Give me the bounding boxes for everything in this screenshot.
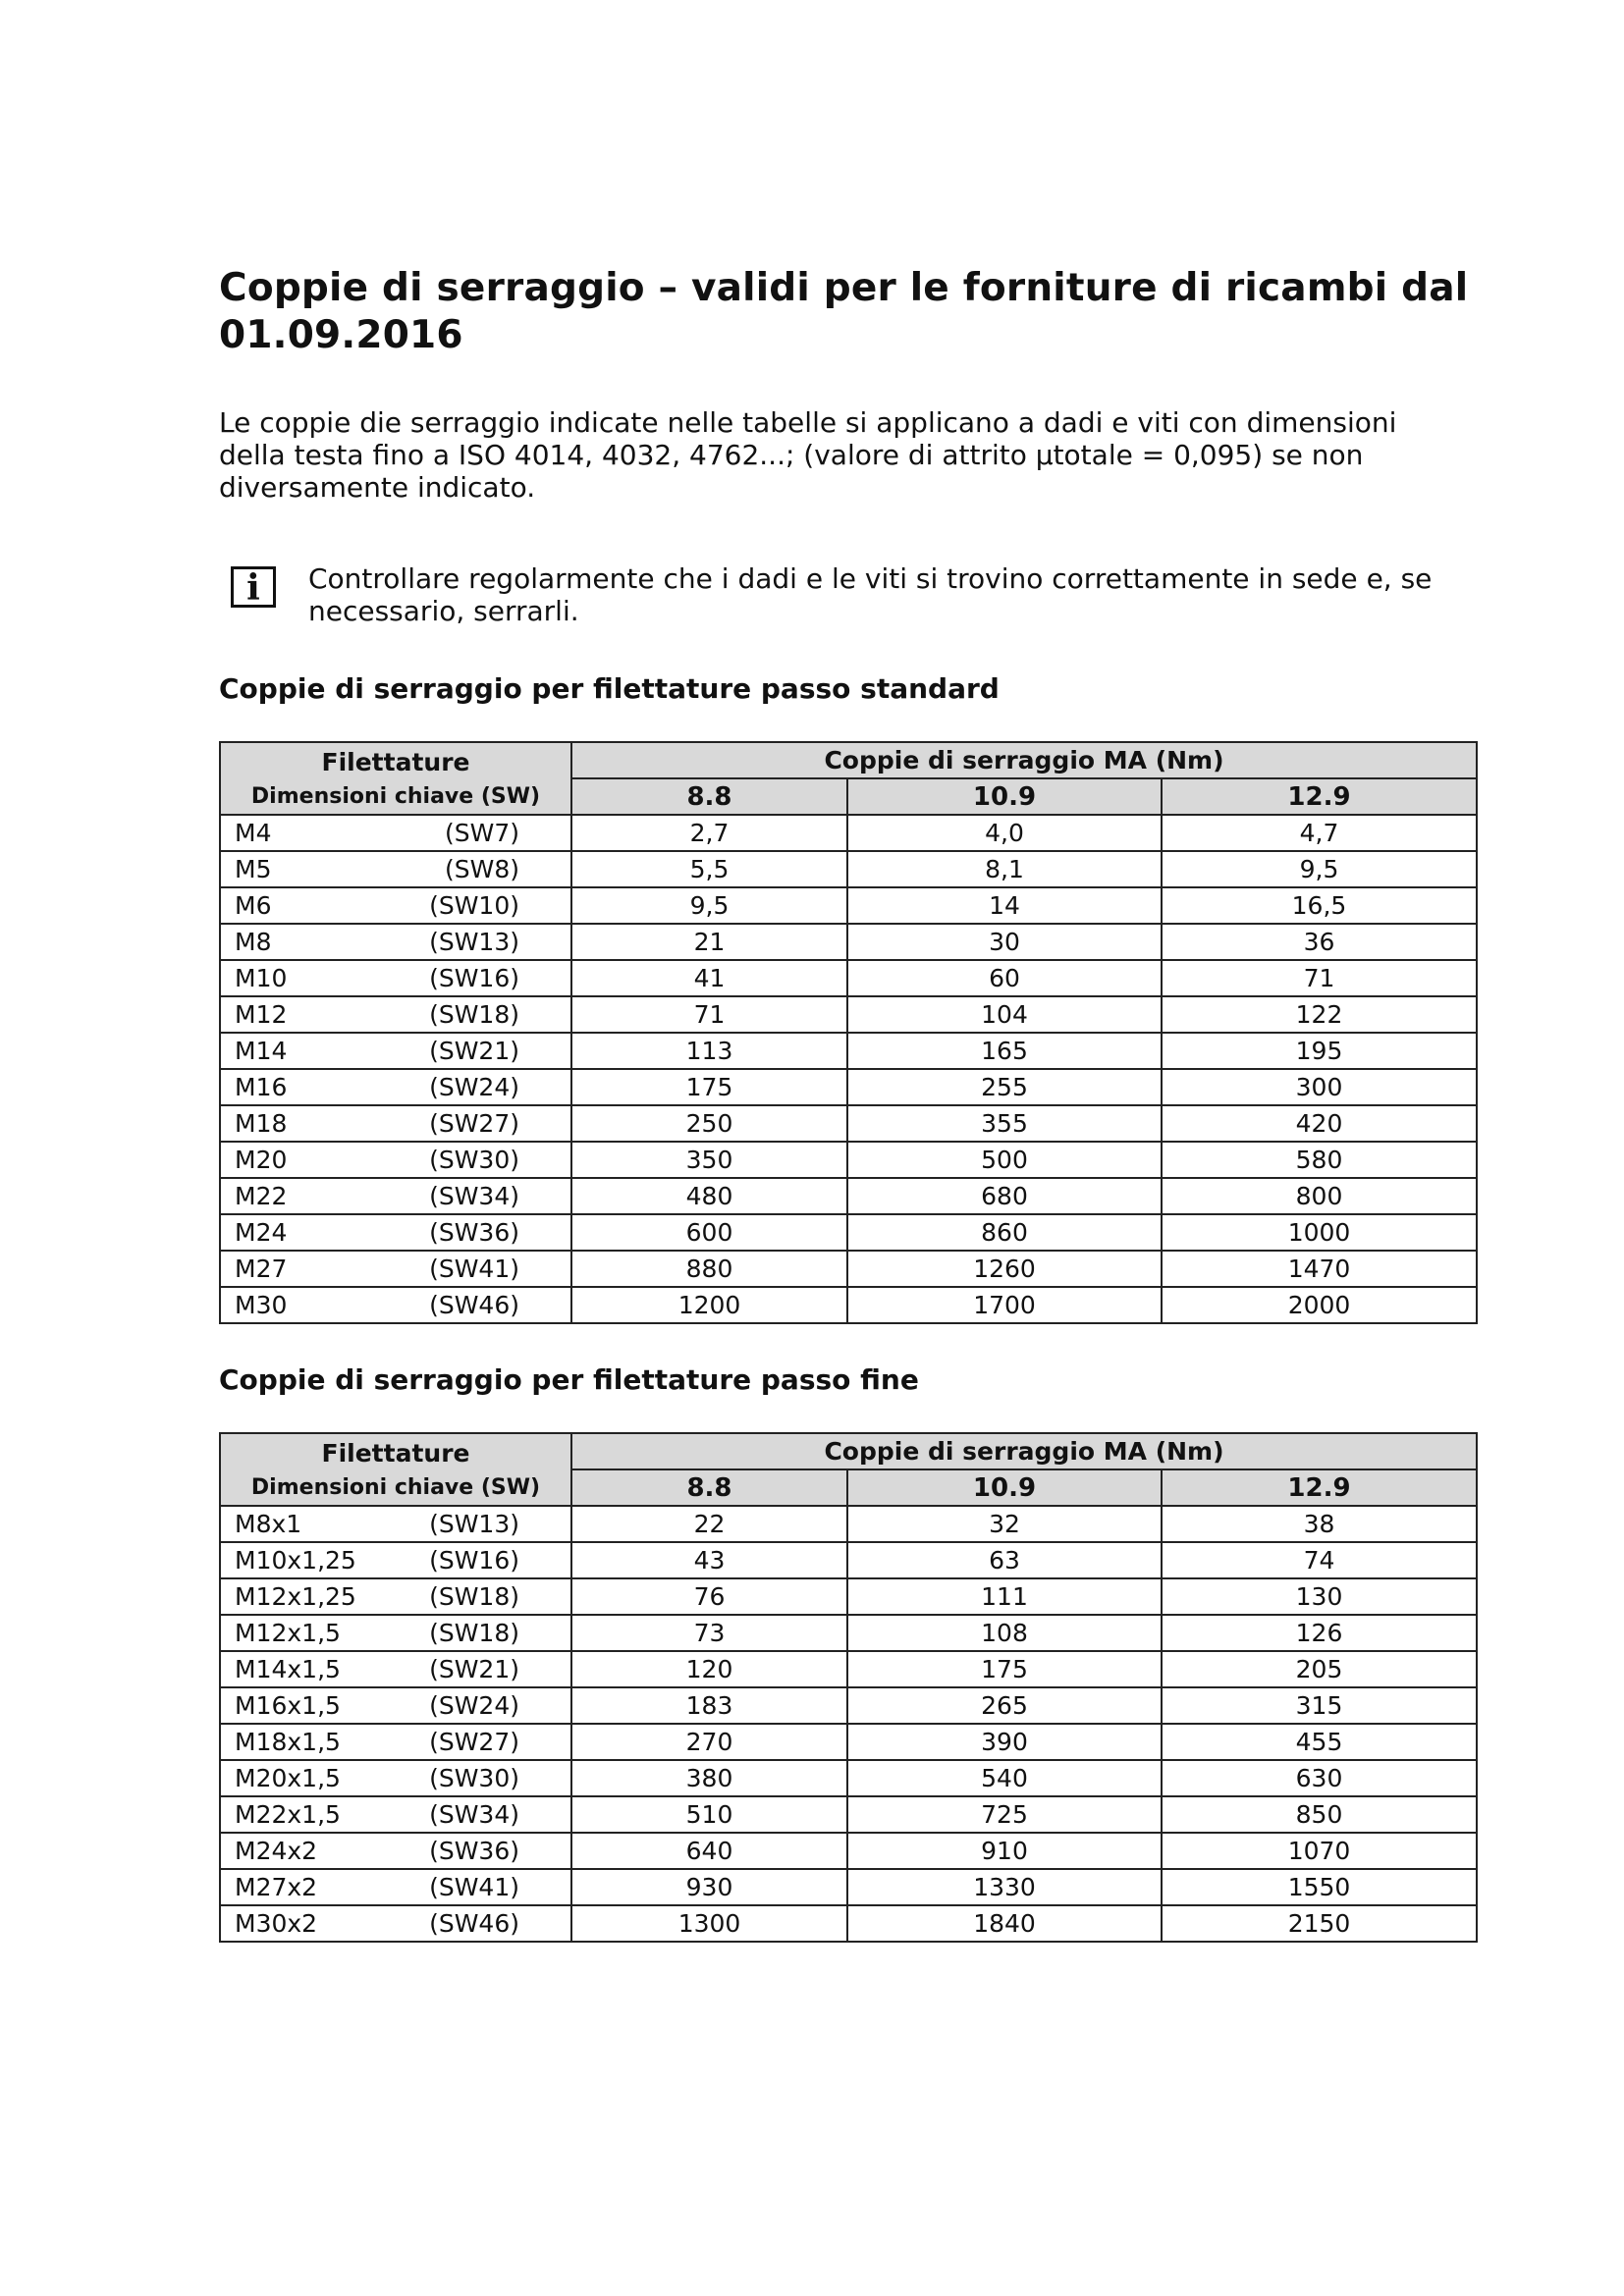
table-row [220, 924, 1477, 960]
thread-cell [220, 1251, 571, 1287]
table-row [220, 1142, 1477, 1178]
torque-value-cell: 4,7 [1162, 815, 1477, 851]
torque-value-cell: 1700 [847, 1287, 1162, 1323]
key-size: (SW21) [429, 1655, 519, 1683]
thread-size: M14 [235, 1037, 288, 1065]
thread-size: M10 [235, 964, 288, 992]
thread-size: M20x1,5 [235, 1764, 341, 1792]
table-body [220, 1506, 1477, 1942]
table-standard-heading: Coppie di serraggio per filettature passo standard [219, 672, 1000, 705]
torque-value-cell: 390 [847, 1724, 1162, 1760]
thread-size: M18x1,5 [235, 1728, 341, 1756]
key-size: (SW10) [429, 891, 519, 920]
col-header-torque-group: Coppie di serraggio MA (Nm) [571, 742, 1477, 778]
key-size: (SW30) [429, 1146, 519, 1174]
table-body [220, 815, 1477, 1323]
torque-value-cell: 930 [571, 1869, 847, 1905]
table-row [220, 1615, 1477, 1651]
thread-size: M27 [235, 1255, 288, 1283]
table-row [220, 1214, 1477, 1251]
torque-value-cell: 510 [571, 1796, 847, 1833]
torque-value-cell: 41 [571, 960, 847, 996]
torque-value-cell: 500 [847, 1142, 1162, 1178]
torque-value-cell: 255 [847, 1069, 1162, 1105]
intro-paragraph: Le coppie die serraggio indicate nelle tabelle si applicano a dadi e viti con dimensioni della testa fino a ISO 4014, 4032, 4762...; (valore di attrito µtotale = 0,095) se non diversamente indicato. [219, 406, 1397, 504]
torque-value-cell: 76 [571, 1578, 847, 1615]
torque-value-cell: 455 [1162, 1724, 1477, 1760]
thread-cell [220, 1142, 571, 1178]
thread-cell [220, 1760, 571, 1796]
table-row [220, 1033, 1477, 1069]
torque-value-cell: 9,5 [1162, 851, 1477, 887]
info-text: Controllare regolarmente che i dadi e le viti si trovino correttamente in sede e, se necessario, serrarli. [308, 562, 1433, 627]
table-row [220, 1178, 1477, 1214]
key-size: (SW41) [429, 1873, 519, 1901]
thread-size: M30x2 [235, 1909, 318, 1938]
torque-value-cell: 800 [1162, 1178, 1477, 1214]
thread-cell [220, 1069, 571, 1105]
thread-size: M10x1,25 [235, 1546, 356, 1575]
torque-value-cell: 1330 [847, 1869, 1162, 1905]
torque-value-cell: 1070 [1162, 1833, 1477, 1869]
torque-value-cell: 580 [1162, 1142, 1477, 1178]
torque-value-cell: 2000 [1162, 1287, 1477, 1323]
torque-value-cell: 1300 [571, 1905, 847, 1942]
torque-value-cell: 1260 [847, 1251, 1162, 1287]
table-row [220, 1506, 1477, 1542]
page-title: Coppie di serraggio – validi per le forniture di ricambi dal 01.09.2016 [219, 266, 1469, 357]
torque-value-cell: 5,5 [571, 851, 847, 887]
table-row [220, 1578, 1477, 1615]
torque-value-cell: 380 [571, 1760, 847, 1796]
thread-size: M12x1,5 [235, 1619, 341, 1647]
key-size: (SW24) [429, 1073, 519, 1101]
torque-value-cell: 540 [847, 1760, 1162, 1796]
thread-cell [220, 1905, 571, 1942]
key-size: (SW18) [429, 1619, 519, 1647]
torque-value-cell: 1000 [1162, 1214, 1477, 1251]
torque-value-cell: 165 [847, 1033, 1162, 1069]
key-size: (SW46) [429, 1291, 519, 1319]
thread-size: M12x1,25 [235, 1582, 356, 1611]
key-size: (SW27) [429, 1109, 519, 1138]
torque-value-cell: 355 [847, 1105, 1162, 1142]
torque-value-cell: 130 [1162, 1578, 1477, 1615]
torque-value-cell: 250 [571, 1105, 847, 1142]
thread-cell [220, 1506, 571, 1542]
col-header-class: 12.9 [1162, 1469, 1477, 1506]
torque-value-cell: 9,5 [571, 887, 847, 924]
torque-value-cell: 480 [571, 1178, 847, 1214]
table-row [220, 1869, 1477, 1905]
torque-value-cell: 195 [1162, 1033, 1477, 1069]
thread-cell [220, 1869, 571, 1905]
info-icon: i [231, 566, 276, 608]
table-row [220, 1542, 1477, 1578]
torque-value-cell: 43 [571, 1542, 847, 1578]
thread-cell [220, 1724, 571, 1760]
torque-value-cell: 111 [847, 1578, 1162, 1615]
table-row [220, 1833, 1477, 1869]
torque-value-cell: 270 [571, 1724, 847, 1760]
torque-value-cell: 350 [571, 1142, 847, 1178]
torque-value-cell: 725 [847, 1796, 1162, 1833]
torque-value-cell: 860 [847, 1214, 1162, 1251]
table-row [220, 1905, 1477, 1942]
key-size: (SW36) [429, 1218, 519, 1247]
thread-size: M22x1,5 [235, 1800, 341, 1829]
thread-size: M18 [235, 1109, 288, 1138]
key-size: (SW24) [429, 1691, 519, 1720]
thread-cell [220, 1651, 571, 1687]
torque-value-cell: 108 [847, 1615, 1162, 1651]
thread-cell [220, 1287, 571, 1323]
thread-size: M27x2 [235, 1873, 318, 1901]
torque-value-cell: 32 [847, 1506, 1162, 1542]
key-size: (SW7) [444, 819, 519, 847]
torque-value-cell: 1550 [1162, 1869, 1477, 1905]
thread-cell [220, 1033, 571, 1069]
table-fine-heading: Coppie di serraggio per filettature passo fine [219, 1363, 919, 1396]
table-row [220, 1724, 1477, 1760]
thread-cell [220, 887, 571, 924]
thread-size: M16x1,5 [235, 1691, 341, 1720]
torque-value-cell: 2150 [1162, 1905, 1477, 1942]
table-row [220, 1069, 1477, 1105]
table-row [220, 1105, 1477, 1142]
key-size: (SW30) [429, 1764, 519, 1792]
thread-size: M20 [235, 1146, 288, 1174]
torque-value-cell: 630 [1162, 1760, 1477, 1796]
torque-value-cell: 4,0 [847, 815, 1162, 851]
thread-cell [220, 851, 571, 887]
torque-table-fine [219, 1432, 1478, 1943]
torque-value-cell: 60 [847, 960, 1162, 996]
thread-size: M14x1,5 [235, 1655, 341, 1683]
thread-size: M12 [235, 1000, 288, 1029]
torque-value-cell: 122 [1162, 996, 1477, 1033]
thread-cell [220, 1796, 571, 1833]
torque-value-cell: 300 [1162, 1069, 1477, 1105]
torque-value-cell: 22 [571, 1506, 847, 1542]
key-size: (SW41) [429, 1255, 519, 1283]
thread-size: M16 [235, 1073, 288, 1101]
thread-size: M6 [235, 891, 272, 920]
key-size: (SW8) [444, 855, 519, 883]
document-page [219, 265, 1476, 1943]
thread-size: M24 [235, 1218, 288, 1247]
torque-value-cell: 2,7 [571, 815, 847, 851]
thread-cell [220, 1178, 571, 1214]
thread-size: M30 [235, 1291, 288, 1319]
torque-value-cell: 910 [847, 1833, 1162, 1869]
torque-value-cell: 420 [1162, 1105, 1477, 1142]
torque-value-cell: 120 [571, 1651, 847, 1687]
col-header-class: 10.9 [847, 778, 1162, 815]
torque-value-cell: 880 [571, 1251, 847, 1287]
col-header-class: 12.9 [1162, 778, 1477, 815]
torque-value-cell: 265 [847, 1687, 1162, 1724]
col-header-class: 10.9 [847, 1469, 1162, 1506]
torque-value-cell: 126 [1162, 1615, 1477, 1651]
col-header-key-size: Dimensioni chiave (SW) [220, 778, 571, 815]
thread-cell [220, 815, 571, 851]
torque-value-cell: 73 [571, 1615, 847, 1651]
col-header-torque-group: Coppie di serraggio MA (Nm) [571, 1433, 1477, 1469]
table-row [220, 1796, 1477, 1833]
torque-value-cell: 71 [1162, 960, 1477, 996]
key-size: (SW18) [429, 1582, 519, 1611]
key-size: (SW13) [429, 928, 519, 956]
thread-size: M5 [235, 855, 272, 883]
key-size: (SW13) [429, 1510, 519, 1538]
torque-value-cell: 183 [571, 1687, 847, 1724]
key-size: (SW18) [429, 1000, 519, 1029]
torque-value-cell: 16,5 [1162, 887, 1477, 924]
thread-cell [220, 1833, 571, 1869]
key-size: (SW16) [429, 964, 519, 992]
table-row [220, 1651, 1477, 1687]
torque-value-cell: 38 [1162, 1506, 1477, 1542]
torque-value-cell: 30 [847, 924, 1162, 960]
key-size: (SW34) [429, 1800, 519, 1829]
torque-value-cell: 600 [571, 1214, 847, 1251]
thread-cell [220, 1578, 571, 1615]
torque-value-cell: 63 [847, 1542, 1162, 1578]
torque-value-cell: 113 [571, 1033, 847, 1069]
col-header-class: 8.8 [571, 778, 847, 815]
thread-cell [220, 924, 571, 960]
torque-value-cell: 21 [571, 924, 847, 960]
torque-value-cell: 175 [571, 1069, 847, 1105]
thread-cell [220, 1687, 571, 1724]
key-size: (SW27) [429, 1728, 519, 1756]
table-row [220, 1687, 1477, 1724]
torque-value-cell: 1840 [847, 1905, 1162, 1942]
thread-size: M8x1 [235, 1510, 302, 1538]
thread-cell [220, 1542, 571, 1578]
torque-value-cell: 74 [1162, 1542, 1477, 1578]
torque-value-cell: 640 [571, 1833, 847, 1869]
torque-value-cell: 175 [847, 1651, 1162, 1687]
thread-size: M4 [235, 819, 272, 847]
torque-value-cell: 850 [1162, 1796, 1477, 1833]
table-row [220, 815, 1477, 851]
torque-value-cell: 71 [571, 996, 847, 1033]
torque-value-cell: 14 [847, 887, 1162, 924]
key-size: (SW36) [429, 1837, 519, 1865]
torque-value-cell: 205 [1162, 1651, 1477, 1687]
key-size: (SW21) [429, 1037, 519, 1065]
thread-cell [220, 1615, 571, 1651]
table-row [220, 1287, 1477, 1323]
table-row [220, 887, 1477, 924]
col-header-key-size: Dimensioni chiave (SW) [220, 1469, 571, 1506]
torque-value-cell: 104 [847, 996, 1162, 1033]
table-row [220, 1251, 1477, 1287]
col-header-thread: Filettature [220, 1433, 571, 1469]
torque-value-cell: 680 [847, 1178, 1162, 1214]
col-header-thread: Filettature [220, 742, 571, 778]
table-row [220, 851, 1477, 887]
table-row [220, 996, 1477, 1033]
key-size: (SW34) [429, 1182, 519, 1210]
torque-value-cell: 1200 [571, 1287, 847, 1323]
key-size: (SW46) [429, 1909, 519, 1938]
torque-value-cell: 315 [1162, 1687, 1477, 1724]
table-row [220, 960, 1477, 996]
thread-size: M22 [235, 1182, 288, 1210]
torque-table-standard [219, 741, 1478, 1324]
torque-value-cell: 36 [1162, 924, 1477, 960]
thread-cell [220, 996, 571, 1033]
torque-value-cell: 1470 [1162, 1251, 1477, 1287]
key-size: (SW16) [429, 1546, 519, 1575]
torque-value-cell: 8,1 [847, 851, 1162, 887]
info-note [219, 562, 1476, 633]
thread-cell [220, 1105, 571, 1142]
thread-cell [220, 960, 571, 996]
thread-size: M8 [235, 928, 272, 956]
col-header-class: 8.8 [571, 1469, 847, 1506]
thread-size: M24x2 [235, 1837, 318, 1865]
thread-cell [220, 1214, 571, 1251]
table-row [220, 1760, 1477, 1796]
